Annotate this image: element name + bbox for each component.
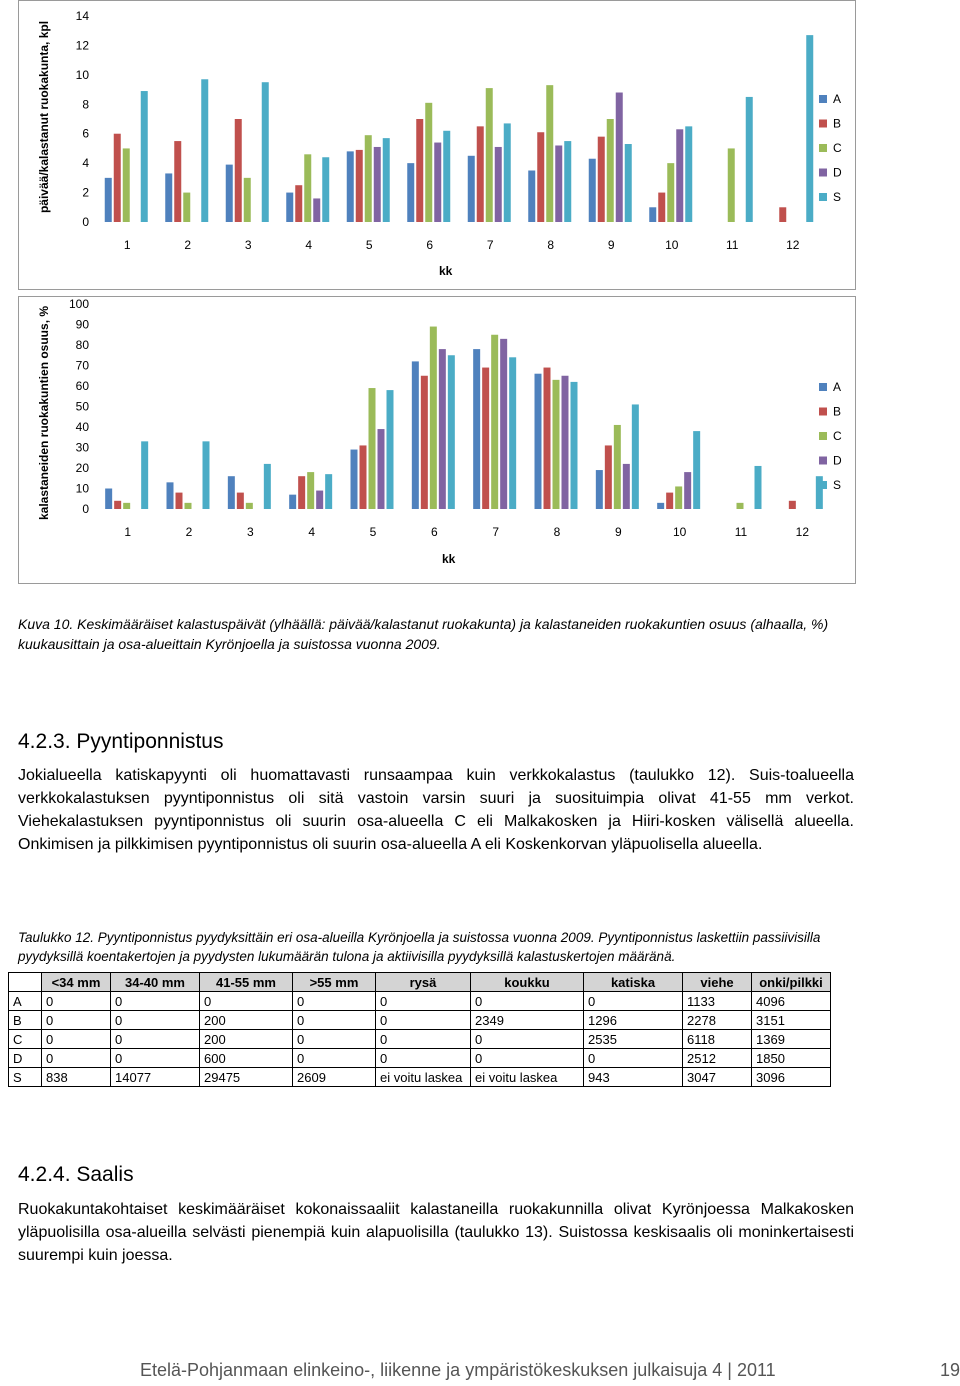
bar-B [666, 493, 673, 509]
table-cell: D [9, 1049, 42, 1068]
section-heading-pyyntiponnistus: 4.2.3. Pyyntiponnistus [18, 730, 224, 753]
bar-C [491, 335, 498, 509]
y-tick-label: 70 [75, 358, 89, 373]
y-tick-label: 20 [75, 461, 89, 475]
bar-C [607, 119, 614, 222]
table-cell: 0 [42, 1049, 111, 1068]
bar-D [562, 376, 569, 509]
y-tick-label: 30 [75, 440, 89, 455]
bar-A [407, 163, 414, 222]
legend-label-C: C [833, 141, 842, 155]
table-row [9, 992, 831, 1011]
bar-A [657, 503, 664, 509]
y-tick-label: 0 [82, 502, 89, 516]
x-tick-label: 6 [430, 525, 438, 539]
bar-D [495, 147, 502, 222]
bar-A [167, 482, 174, 509]
bar-B [174, 141, 181, 222]
bar-C [425, 103, 432, 222]
bar-S [625, 144, 632, 222]
table-cell: S [9, 1068, 42, 1087]
table-row [9, 1030, 831, 1049]
x-tick-label: 5 [365, 238, 373, 252]
bar-B [237, 493, 244, 509]
bar-S [806, 35, 813, 222]
y-tick-label: 100 [68, 297, 89, 311]
bar-C [365, 135, 372, 222]
bar-A [351, 450, 358, 509]
table-cell: 0 [376, 1049, 471, 1068]
bar-S [203, 441, 210, 509]
x-tick-label: 8 [553, 525, 561, 539]
x-tick-label: 12 [786, 238, 800, 252]
y-tick-label: 2 [82, 185, 89, 200]
bar-B [537, 132, 544, 222]
y-tick-label: 10 [75, 481, 89, 496]
table-cell: ei voitu laskea [376, 1068, 471, 1087]
bar-A [105, 489, 112, 510]
table-cell: 2609 [293, 1068, 376, 1087]
bar-C [546, 85, 553, 222]
table-cell: B [9, 1011, 42, 1030]
bar-C [614, 425, 621, 509]
footer-publication: Etelä-Pohjanmaan elinkeino-, liikenne ja ympäristökeskuksen julkaisuja 4 | 2011 [140, 1360, 776, 1380]
table-header-cell: katiska [584, 973, 683, 992]
bar-S [448, 355, 455, 509]
bar-D [555, 145, 562, 222]
legend-swatch-S [819, 481, 827, 489]
chart2-x-axis-label: kk [442, 552, 456, 566]
bar-C [737, 503, 744, 509]
x-tick-label: 8 [547, 238, 555, 252]
legend-swatch-A [819, 383, 827, 391]
legend-swatch-S [819, 193, 827, 201]
bar-D [676, 129, 683, 222]
table-cell: C [9, 1030, 42, 1049]
bar-C [486, 88, 493, 222]
y-tick-label: 60 [75, 379, 89, 393]
table-cell: 1296 [584, 1011, 683, 1030]
bar-S [201, 79, 208, 222]
y-tick-label: 8 [82, 97, 89, 112]
y-tick-label: 4 [82, 156, 89, 171]
bar-D [374, 147, 381, 222]
bar-C [430, 327, 437, 509]
legend-label-S: S [833, 190, 842, 204]
x-tick-label: 4 [305, 238, 313, 252]
table-cell: 0 [376, 1011, 471, 1030]
bar-A [528, 171, 535, 223]
bar-S [443, 131, 450, 222]
bar-C [123, 148, 130, 222]
legend-swatch-A [819, 95, 827, 103]
table-cell: 2278 [683, 1011, 752, 1030]
x-tick-label: 9 [607, 238, 615, 252]
x-tick-label: 12 [795, 525, 810, 539]
table-cell: 0 [111, 992, 200, 1011]
legend-label-S: S [833, 478, 842, 492]
y-tick-label: 10 [75, 67, 89, 82]
table-cell: 1850 [752, 1049, 831, 1068]
bar-B [482, 368, 489, 509]
y-tick-label: 12 [75, 38, 89, 53]
chart1-y-axis-label: päivää/kalastanut ruokakunta, kpl [37, 20, 52, 214]
legend-label-A: A [833, 92, 842, 106]
table-cell: 0 [584, 992, 683, 1011]
table-cell: 0 [471, 992, 584, 1011]
bar-A [412, 361, 419, 509]
table-cell: 29475 [200, 1068, 293, 1087]
bar-B [544, 368, 551, 509]
bar-B [356, 150, 363, 222]
bar-S [322, 157, 329, 222]
chart1-x-axis-label: kk [439, 264, 453, 278]
section-paragraph-saalis: Ruokakuntakohtaiset keskimääräiset kokonaissaaliit kalastaneilla ruokakunnilla olivat Kyrönjoessa Malkakosken yläpuolisilla osa-alueilla selvästi pienempiä kuin alapuolisilla (taulukko 13). Suistossa keskisaalis oli moninkertaisesti suurempi kuin joessa. [18, 1201, 854, 1264]
table-cell: 3047 [683, 1068, 752, 1087]
table-header-cell: onki/pilkki [752, 973, 831, 992]
bar-C [304, 154, 311, 222]
bar-S [509, 357, 516, 509]
bar-B [298, 476, 305, 509]
legend-label-B: B [833, 404, 842, 419]
y-tick-label: 6 [82, 126, 89, 141]
bar-D [378, 429, 385, 509]
bar-B [779, 207, 786, 222]
legend-label-D: D [833, 165, 842, 180]
table-header-row [9, 973, 831, 992]
bar-S [755, 466, 762, 509]
effort-table [8, 972, 831, 1087]
bar-B [789, 501, 796, 509]
chart1-plot [19, 1, 855, 289]
table-cell: 600 [200, 1049, 293, 1068]
bar-B [114, 134, 121, 222]
bar-S [685, 126, 692, 222]
bar-D [316, 491, 323, 509]
x-tick-label: 7 [486, 238, 494, 252]
table-cell: 0 [42, 992, 111, 1011]
bar-A [589, 159, 596, 222]
table-cell: 0 [293, 1011, 376, 1030]
table-cell: 838 [42, 1068, 111, 1087]
x-tick-label: 11 [726, 238, 739, 252]
bar-S [746, 97, 753, 222]
bar-C [246, 503, 253, 509]
table-cell: 0 [376, 992, 471, 1011]
x-tick-label: 10 [665, 238, 679, 252]
bar-B [421, 376, 428, 509]
x-tick-label: 5 [369, 525, 377, 539]
page-number: 19 [940, 1360, 960, 1380]
figure-caption: Kuva 10. Keskimääräiset kalastuspäivät (ylhäällä: päivää/kalastanut ruokakunta) ja kalastaneiden ruokakuntien osuus (alhaalla, %) kuukausittain ja osa-alueittain Kyrönjoella ja suistossa vuonna 2009. [18, 616, 829, 652]
table-cell: 200 [200, 1030, 293, 1049]
bar-B [114, 501, 121, 509]
bar-B [598, 137, 605, 222]
table-header-cell [9, 973, 42, 992]
bar-S [383, 138, 390, 222]
legend-swatch-D [819, 457, 827, 465]
bar-D [434, 143, 441, 222]
table-body [9, 992, 831, 1087]
y-tick-label: 14 [75, 9, 89, 23]
table-row [9, 1068, 831, 1087]
bar-C [675, 486, 682, 509]
x-tick-label: 3 [246, 525, 254, 539]
table-cell: 0 [42, 1030, 111, 1049]
table-header-cell: <34 mm [42, 973, 111, 992]
bar-A [226, 165, 233, 222]
x-tick-label: 1 [124, 525, 132, 539]
bar-S [262, 82, 269, 222]
bar-C [123, 503, 130, 509]
bar-B [295, 185, 302, 222]
table-cell: 3151 [752, 1011, 831, 1030]
legend-swatch-C [819, 144, 827, 152]
section-heading-saalis: 4.2.4. Saalis [18, 1163, 134, 1186]
bar-S [141, 441, 148, 509]
table-row [9, 1011, 831, 1030]
bar-S [564, 141, 571, 222]
x-tick-label: 9 [614, 525, 622, 539]
y-tick-label: 80 [75, 338, 89, 352]
bar-C [667, 163, 674, 222]
bar-A [473, 349, 480, 509]
x-tick-label: 11 [734, 525, 748, 539]
table-cell: 0 [471, 1030, 584, 1049]
table-header-cell: rysä [376, 973, 471, 992]
table-cell: 4096 [752, 992, 831, 1011]
legend-swatch-B [819, 408, 827, 416]
x-tick-label: 6 [426, 238, 434, 252]
bar-A [535, 374, 542, 509]
bar-A [468, 156, 475, 222]
table-cell: 3096 [752, 1068, 831, 1087]
table-header-cell: 41-55 mm [200, 973, 293, 992]
y-tick-label: 90 [75, 317, 89, 332]
bar-D [616, 93, 623, 222]
bar-A [105, 178, 112, 222]
table-cell: 2535 [584, 1030, 683, 1049]
x-tick-label: 4 [308, 525, 316, 539]
bar-C [369, 388, 376, 509]
x-tick-label: 3 [244, 238, 252, 252]
table-cell: 6118 [683, 1030, 752, 1049]
table-header-cell: koukku [471, 973, 584, 992]
table-row [9, 1049, 831, 1068]
bar-S [693, 431, 700, 509]
table-cell: 1133 [683, 992, 752, 1011]
bar-D [684, 472, 691, 509]
table-header-cell: >55 mm [293, 973, 376, 992]
bar-D [500, 339, 507, 509]
bar-S [387, 390, 394, 509]
bar-B [605, 445, 612, 509]
table-cell: 0 [42, 1011, 111, 1030]
chart-household-share [18, 296, 856, 584]
bar-A [165, 173, 172, 222]
legend-swatch-D [819, 169, 827, 177]
table-cell: 1369 [752, 1030, 831, 1049]
table-cell: ei voitu laskea [471, 1068, 584, 1087]
bar-S [632, 404, 639, 509]
bar-B [658, 193, 665, 222]
bar-S [504, 123, 511, 222]
bar-C [185, 503, 192, 509]
bar-A [596, 470, 603, 509]
bar-S [141, 91, 148, 222]
table-cell: 0 [111, 1030, 200, 1049]
x-tick-label: 2 [184, 238, 192, 252]
table-cell: 200 [200, 1011, 293, 1030]
x-tick-label: 1 [123, 238, 131, 252]
table-header-cell: 34-40 mm [111, 973, 200, 992]
table-cell: 0 [584, 1049, 683, 1068]
chart2-y-axis-label: kalastaneiden ruokakuntien osuus, % [37, 305, 51, 521]
bar-S [264, 464, 271, 509]
bar-C [183, 193, 190, 222]
bar-A [228, 476, 235, 509]
bar-D [623, 464, 630, 509]
table-caption: Taulukko 12. Pyyntiponnistus pyydyksittäin eri osa-alueilla Kyrönjoella ja suistossa vuonna 2009. Pyyntiponnistus laskettiin passiivisilla pyydyksillä koentakertojen ja pyydysten lukumäärän tulona ja aktiivisilla pyydyksillä kalastuskertojen määränä. [18, 930, 821, 964]
bar-B [416, 119, 423, 222]
table-cell: 0 [376, 1030, 471, 1049]
table-header-cell: viehe [683, 973, 752, 992]
bar-C [244, 178, 251, 222]
chart2-plot [19, 297, 855, 583]
bar-B [477, 126, 484, 222]
legend-label-B: B [833, 116, 842, 131]
bar-A [649, 207, 656, 222]
table-cell: 0 [471, 1049, 584, 1068]
x-tick-label: 10 [672, 525, 687, 539]
table-cell: 0 [111, 1049, 200, 1068]
legend-label-C: C [833, 429, 842, 443]
table-cell: 0 [293, 992, 376, 1011]
y-tick-label: 40 [75, 420, 89, 434]
bar-D [313, 198, 320, 222]
table-cell: 0 [200, 992, 293, 1011]
bar-B [235, 119, 242, 222]
bar-A [347, 151, 354, 222]
bar-C [728, 148, 735, 222]
table-cell: 14077 [111, 1068, 200, 1087]
legend-swatch-B [819, 120, 827, 128]
table-cell: 2349 [471, 1011, 584, 1030]
y-tick-label: 50 [75, 399, 89, 414]
bar-D [439, 349, 446, 509]
table-cell: 943 [584, 1068, 683, 1087]
bar-B [176, 493, 183, 509]
y-tick-label: 0 [82, 215, 89, 229]
bar-A [286, 193, 293, 222]
bar-C [553, 380, 560, 509]
bar-A [289, 495, 296, 509]
bar-S [571, 382, 578, 509]
table-cell: 0 [111, 1011, 200, 1030]
bar-B [360, 445, 367, 509]
legend-label-A: A [833, 380, 842, 394]
table-cell: 2512 [683, 1049, 752, 1068]
bar-C [307, 472, 314, 509]
table-cell: 0 [293, 1030, 376, 1049]
section-paragraph-pyyntiponnistus: Jokialueella katiskapyynti oli huomattavasti runsaampaa kuin verkkokalastus (taulukko 12). Suis-toalueella verkkokalastuksen pyyntiponnistus oli sitä vastoin varsin suuri ja suosituimpia olivat 41-55 mm verkot. Viehekalastuksen pyyntiponnistus oli suurin osa-alueella C eli Malkakosken ja Hiiri-kosken välisellä alueella. Onkimisen ja pilkkimisen pyyntiponnistus oli suurin osa-alueella A eli Koskenkorvan yläpuolisella alueella. [18, 767, 854, 853]
table-cell: A [9, 992, 42, 1011]
bar-S [325, 474, 332, 509]
x-tick-label: 2 [185, 525, 193, 539]
legend-swatch-C [819, 432, 827, 440]
chart-fishing-days [18, 0, 856, 290]
table-cell: 0 [293, 1049, 376, 1068]
legend-label-D: D [833, 453, 842, 468]
x-tick-label: 7 [492, 525, 500, 539]
